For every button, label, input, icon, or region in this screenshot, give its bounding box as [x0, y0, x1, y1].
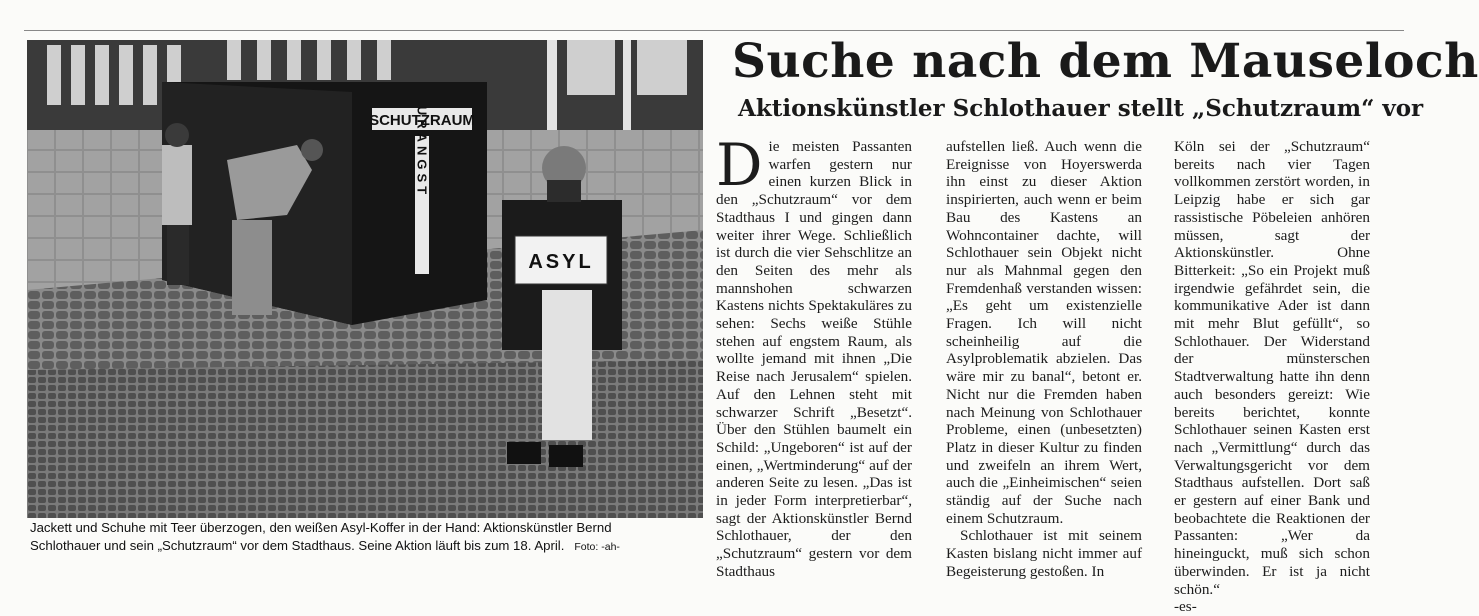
column-2-paragraph-2: Schlothauer ist mit seinem Kasten bislang nicht immer auf Begeisterung gestoßen. In [946, 527, 1142, 580]
column-2-paragraph-1: aufstellen ließ. Auch wenn die Ereignisse von Hoyerswerda ihn einst zu dieser Aktion inspirierten, auch wenn er beim Bau des Kastens an Wohncontainer dachte, will Schlothauer sein Objekt nicht nur als Mahnmal gegen den Fremdenhaß verstanden wissen: „Es geht um existenzielle Fragen. Ich will nicht scheinheilig auf die Asylproblematik abzielen. Das wäre mir zu banal“, betont er. Nicht nur die Fremden haben nach Meinung von Schlothauer Probleme, einen (unbesetzten) Platz in dieser Kultur zu finden und zweifeln an ihrem Wert, auch die „Einheimischen“ seien ständig auf der Suche nach einem Schutzraum. [946, 138, 1142, 527]
column-1-text: ie meisten Passanten warfen gestern nur einen kurzen Blick in den „Schutzraum“ vor dem Stadthaus I und gingen dann weiter ihrer Wege. Schließlich ist durch die vier Sehschlitze an den Seiten des mehr als mannshohen schwarzen Kastens nichts Spektakuläres zu sehen: Sechs weiße Stühle stehen auf engstem Raum, als wollte jemand mit ihnen „Die Reise nach Jerusalem“ spielen. Auf den Lehnen steht mit schwarzer Schrift „Besetzt“. Über den Stühlen baumelt ein Schild: „Ungeboren“ ist auf der einen, „Wertminderung“ auf der anderen Seite zu lesen. „Das ist in jeder Form interpretierbar“, sagt der Aktionskünstler Bernd Schlothauer, der den „Schutzraum“ gestern vor dem Stadthaus [716, 138, 912, 580]
photo-credit: Foto: -ah- [574, 541, 620, 553]
case-label-asyl: ASYL [528, 251, 594, 273]
box-sign-schutzraum: SCHUTZRAUM [369, 112, 475, 129]
article-column-1 [716, 131, 912, 581]
top-rule [24, 30, 1404, 31]
drop-cap: D [716, 131, 763, 199]
news-photo [27, 40, 703, 518]
caption-line-2: Schlothauer und sein „Schutzraum“ vor dem Stadthaus. Seine Aktion läuft bis zum 18. April. Foto: -ah- [30, 538, 620, 553]
article-column-3 [1174, 138, 1370, 616]
author-signoff: -es- [1174, 598, 1197, 616]
article-column-2 [946, 138, 1142, 581]
headline: Suche nach dem Mauseloch [732, 34, 1479, 89]
box-sign-urangst: URANGST [414, 105, 430, 199]
caption-line-1: Jackett und Schuhe mit Teer überzogen, den weißen Asyl-Koffer in der Hand: Aktionskünstler Bernd [30, 520, 612, 535]
column-3-text: Köln sei der „Schutzraum“ bereits nach vier Tagen vollkommen zerstört worden, in Leipzig habe er sich gar rassistische Pöbeleien anhören müssen, sagt der Aktionskünstler. Ohne Bitterkeit: „So ein Projekt muß irgendwie gefährdet sein, die kommunikative Ader ist dann mit mehr Blut gefüllt“, so Schlothauer. Der Widerstand der münsterschen Stadtverwaltung hatte ihn denn auch besonders gereizt: Wie bereits berichtet, konnte Schlothauer seinen Kasten erst nach „Vermittlung“ durch das Verwaltungsgericht vor dem Stadthaus aufstellen. Dort saß er gestern auf einer Bank und beobachtete die Reaktionen der Passanten: „Wer da hineinguckt, muß sich schon überwinden. Er ist ja nicht schön.“ [1174, 138, 1370, 598]
subheadline: Aktionskünstler Schlothauer stellt „Schutzraum“ vor [738, 95, 1424, 122]
photo-caption [30, 519, 710, 556]
